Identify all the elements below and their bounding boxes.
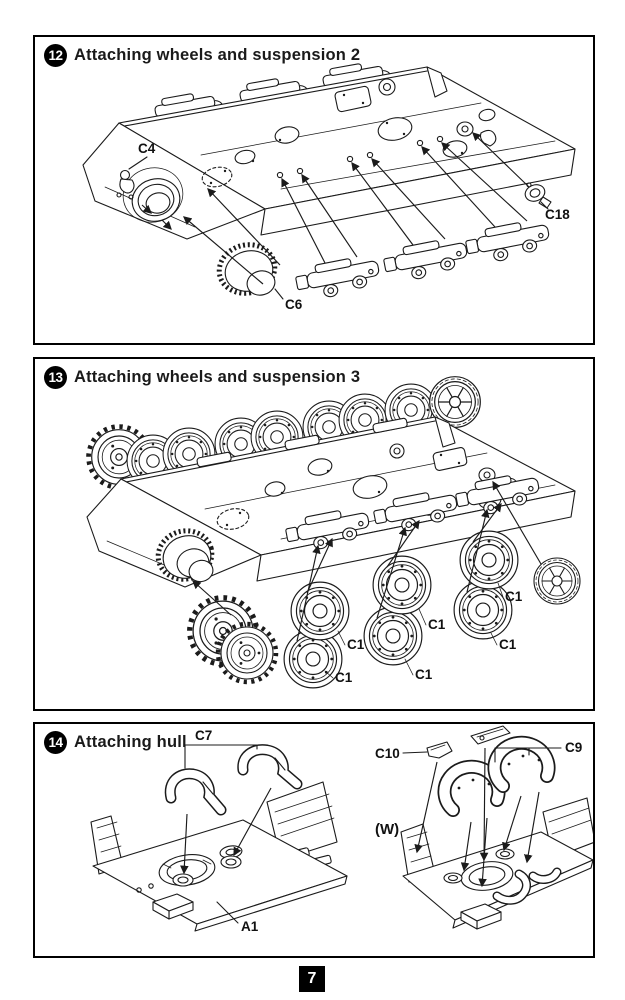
step-14-badge: 14 — [44, 731, 67, 754]
panel-step-14 — [33, 722, 595, 958]
part-label-c10: C10 — [375, 746, 400, 761]
part-label-c1-1: C1 — [347, 637, 365, 652]
variant-label-w: (W) — [375, 821, 400, 838]
step-13-diagram — [35, 359, 593, 709]
part-label-c4: C4 — [138, 141, 156, 156]
part-label-c1-6: C1 — [505, 589, 523, 604]
page-number: 7 — [299, 966, 325, 992]
step-13-header — [44, 366, 360, 389]
step-12-badge: 12 — [44, 44, 67, 67]
part-label-c1-4: C1 — [415, 667, 433, 682]
panel-step-13 — [33, 357, 595, 711]
part-label-c18: C18 — [545, 207, 570, 222]
part-label-c6: C6 — [285, 297, 303, 312]
step-14-title: Attaching hull — [74, 733, 187, 751]
part-label-c7: C7 — [195, 728, 213, 743]
step-13-title: Attaching wheels and suspension 3 — [74, 368, 361, 386]
part-label-c9: C9 — [565, 740, 583, 755]
part-label-c1-3: C1 — [428, 617, 446, 632]
panel-step-12 — [33, 35, 595, 345]
part-label-a1: A1 — [241, 919, 259, 934]
step-12-header — [44, 44, 360, 67]
step-14-diagram — [35, 724, 593, 956]
step-14-header — [44, 731, 187, 754]
step-12-diagram — [35, 37, 593, 343]
part-label-c1-2: C1 — [335, 670, 353, 685]
part-label-c1-5: C1 — [499, 637, 517, 652]
step-12-title: Attaching wheels and suspension 2 — [74, 46, 361, 64]
step-13-badge: 13 — [44, 366, 67, 389]
